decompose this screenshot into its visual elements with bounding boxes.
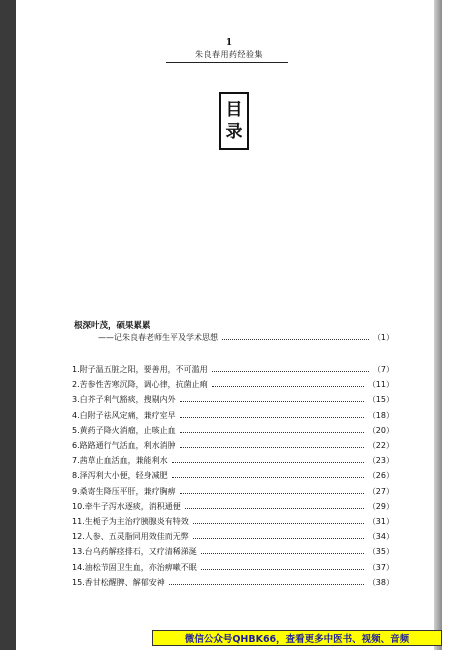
toc-entry-title: 牵牛子泻水逐痰，消积通便 xyxy=(84,501,181,511)
toc-entry-page: （18） xyxy=(367,410,394,420)
toc-entry-number: 13. xyxy=(72,547,85,557)
toc-entry-number: 14. xyxy=(72,562,85,572)
toc-entry[interactable] xyxy=(72,530,394,543)
toc-entry-title: 白附子祛风定痛，兼疗室早 xyxy=(79,410,176,420)
toc-entry-number: 6. xyxy=(72,441,80,450)
section-heading: 根深叶茂，硕果累累 xyxy=(74,321,151,331)
toc-entry[interactable] xyxy=(72,576,394,589)
dot-leader xyxy=(185,508,364,509)
toc-entry-title: 生栀子为主治疗胰腺炎有特效 xyxy=(84,517,189,526)
dot-leader xyxy=(172,477,364,478)
dot-leader xyxy=(180,432,364,433)
toc-entry[interactable] xyxy=(72,363,394,376)
toc-entry-title: 油松节固卫生血，亦治痹嗽不眠 xyxy=(84,562,197,572)
toc-entry-number: 9. xyxy=(72,486,80,496)
toc-entry-page: （20） xyxy=(367,425,394,435)
page-edge-shadow xyxy=(434,0,442,650)
dot-leader xyxy=(180,417,364,418)
toc-entry-number: 2. xyxy=(72,380,80,390)
toc-entry[interactable] xyxy=(72,515,394,528)
toc-entry-page: （31） xyxy=(367,517,394,526)
dot-leader xyxy=(180,401,364,402)
toc-entry-page: （34） xyxy=(367,532,394,542)
header-rule xyxy=(166,62,288,63)
toc-entry-page: （11） xyxy=(367,380,394,390)
toc-entry-number: 11. xyxy=(72,517,85,526)
toc-entry-title: 路路通行气活血，利水消肿 xyxy=(79,441,176,450)
toc-entry-page: （22） xyxy=(367,441,394,450)
toc-entry-page: （23） xyxy=(367,456,394,466)
toc-entry-number: 4. xyxy=(72,410,80,420)
toc-entry-page: （15） xyxy=(367,395,394,405)
dot-leader xyxy=(212,386,364,387)
toc-entry-number: 12. xyxy=(72,532,85,542)
toc-entry[interactable] xyxy=(72,424,394,437)
toc-entry-number: 1. xyxy=(72,365,80,374)
toc-entry-title: 桑寄生降压平肝，兼疗胸痹 xyxy=(79,486,176,496)
toc-entry-number: 3. xyxy=(72,395,80,405)
toc-entry-number: 7. xyxy=(72,456,80,466)
toc-subtitle-row[interactable] xyxy=(98,331,394,344)
toc-entry-title: 附子温五脏之阳，要善用，不可滥用 xyxy=(79,365,208,374)
toc-entry-page: （7） xyxy=(372,365,394,374)
toc-entry-title: 香甘松醒脾、解郁安神 xyxy=(84,577,165,587)
dot-leader xyxy=(201,569,364,570)
toc-entry-title: 白芥子利气豁痰，搜剔内外 xyxy=(79,395,176,405)
toc-entry[interactable] xyxy=(72,409,394,422)
toc-entry-page: （37） xyxy=(367,562,394,572)
toc-entry[interactable] xyxy=(72,545,394,558)
toc-entry-page: （35） xyxy=(367,547,394,557)
toc-entry[interactable] xyxy=(72,500,394,513)
toc-title-char-2: 录 xyxy=(225,122,243,142)
toc-entry-page: （38） xyxy=(367,577,394,587)
toc-entry[interactable] xyxy=(72,378,394,391)
dot-leader xyxy=(193,523,364,524)
page-number: 1 xyxy=(225,38,233,48)
toc-entry-title: 台乌药解痉排石，又疗清稀涕涎 xyxy=(84,547,197,557)
footer-banner: 微信公众号QHBK66，查看更多中医书、视频、音频 xyxy=(152,630,442,646)
dot-leader xyxy=(193,538,364,539)
toc-entry-page: （26） xyxy=(367,471,394,481)
toc-entry-title: 苦参性苦寒沉降，调心律，抗菌止痢 xyxy=(79,380,208,390)
viewer-left-edge xyxy=(0,0,16,650)
toc-subtitle-page: （1） xyxy=(372,333,394,342)
dot-leader xyxy=(212,371,369,372)
toc-title-box xyxy=(219,92,249,150)
toc-entry[interactable] xyxy=(72,485,394,498)
dot-leader xyxy=(180,447,364,448)
book-title: 朱良春用药经验集 xyxy=(195,50,263,59)
toc-entry-number: 5. xyxy=(72,425,80,435)
dot-leader xyxy=(169,584,364,585)
dot-leader xyxy=(172,462,364,463)
toc-entry-title: 泽泻利大小便，轻身减肥 xyxy=(79,471,168,481)
toc-title-char-1: 目 xyxy=(225,100,243,120)
toc-entry-title: 人参、五灵脂同用效佳而无弊 xyxy=(84,532,189,542)
toc-entry-page: （27） xyxy=(367,486,394,496)
dot-leader xyxy=(180,493,364,494)
toc-subtitle: ——记朱良春老师生平及学术思想 xyxy=(98,333,218,342)
dot-leader xyxy=(222,339,369,340)
toc-entry[interactable] xyxy=(72,439,394,452)
toc-entry-title: 茜草止血活血，兼能利水 xyxy=(79,456,168,466)
toc-entry[interactable] xyxy=(72,561,394,574)
toc-entry-number: 10. xyxy=(72,501,85,511)
dot-leader xyxy=(201,553,364,554)
toc-entry-number: 15. xyxy=(72,577,85,587)
toc-entry-number: 8. xyxy=(72,471,80,481)
toc-entry-title: 黄药子降火消瘤，止咳止血 xyxy=(79,425,176,435)
document-page xyxy=(16,0,442,650)
toc-entry[interactable] xyxy=(72,469,394,482)
toc-entry[interactable] xyxy=(72,393,394,406)
toc-entry-page: （29） xyxy=(367,501,394,511)
toc-entry[interactable] xyxy=(72,454,394,467)
